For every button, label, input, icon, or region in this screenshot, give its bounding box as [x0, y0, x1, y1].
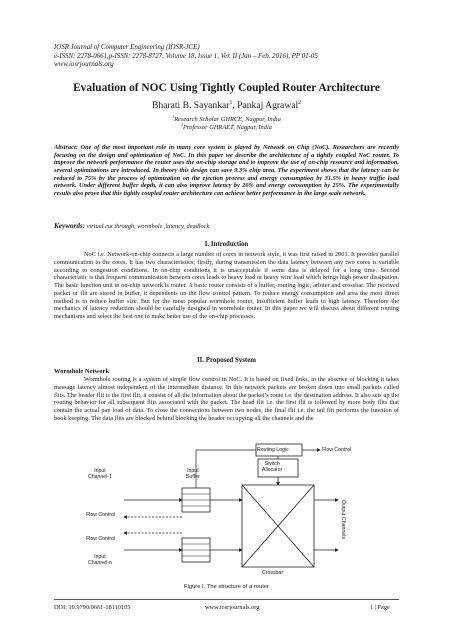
journal-issn: e-ISSN: 2278-0661,p-ISSN: 2278-8727, Volume 18, Issue 1, Ver. II (Jan – Feb. 2016), PP 01-05 [54, 52, 318, 60]
affiliation-2-text: Professor GHRAET, Nagpur, India [182, 124, 272, 131]
section-heading-proposed-system: II. Proposed System [196, 357, 257, 364]
introduction-paragraph: NoC i.e. Network-on-chip connects a large number of cores in network style, it was first raised in 2001. It provides parallel communication to the cores. It has two characteristics; firstly, during transmission the data latency between any two cores is variable according to congestion conditions. In on-chip conditions it is unacceptable if some data is delayed for a long time. Second characteristic is that frequent communication between cores leads to heavy load or heavy wire load which brings high power dissipation. The basic function unit in on-chip network is router. A basic router consists of a buffer, routing logic, arbiter and crossbar. The received packet or flit are stored in buffer, it dependents on the flow control pattern. To reduce energy consumption and area the most direct method is to reduce buffer size. But for the most popular wormhole router, insufficient buffer leads to high latency. Therefore the mechanics of latency reduction should be carefully designed in wormhole router. In this paper we will discuss about different routing mechanisms and select the best one to make better use of the on-chip processes. [54, 251, 399, 320]
author-1-affil-mark: 1 [229, 99, 233, 106]
affiliation-1-text: Research Scholar GHRCE, Nagpur, India [174, 116, 281, 123]
output-channels-label: Output Channels [340, 500, 346, 539]
journal-header [54, 44, 404, 70]
keywords-label: Keywords: [54, 222, 86, 230]
abstract [54, 144, 399, 198]
router-structure-figure [82, 440, 382, 588]
input-buffer-label: Input Buffer [186, 468, 200, 480]
affiliation-1 [40, 116, 413, 123]
affiliation-2-mark: 2 [181, 122, 183, 127]
proposed-system-paragraph: Wormhole routing is a system of simple flow control in NoC. It is based on fixed links, in the absence of blocking it takes message latency almost independent of the intermediate distance. In this network packets are broken down into small packets called flits. The header flit is the first flit, it consist of all the information about the packet’s route i.e. the destination address. It also sets up the routing behavior for all subsequent flits associated with the packet. The head flit i.e. the first flit is followed by more body flits that contain the actual pay load of data. To close the connections between two nodes, the final flit i.e. the tail flit performs the function of book keeping. The data flits are blocked behind blocking the header occupying all the channels and the [54, 376, 399, 422]
keywords [54, 222, 399, 231]
flow-control-low-label: Flow Control [86, 536, 116, 542]
footer-doi: DOI: 10.9790/0661-18110105 [54, 604, 131, 611]
author-2: Pankaj Agrawal [237, 100, 299, 111]
affiliation-1-mark: 1 [172, 114, 175, 119]
keywords-text: virtual cut through, wormhole ,latency, deadlock [85, 223, 210, 230]
author-1: Bharati B. Sayankar [151, 100, 230, 111]
subheading-wormhole-network: Wormhole Network [54, 368, 110, 375]
input-channel-n-label: Input Channel-n [88, 554, 112, 566]
abstract-label: Abstract: [54, 144, 78, 151]
paper-title: Evaluation of NOC Using Tightly Coupled Router Architecture [73, 82, 380, 94]
crossbar-label: Crossbar [262, 570, 284, 576]
switch-allocator-label: Switch Allocator [262, 461, 283, 473]
abstract-text: One of the most important role in many core system is played by Network on Chip (NoC). Researchers are recently focusing on the design and optimization of NoC. In this paper we describe the architecture of a tightly coupled NoC router. To improve the network performance the router uses the on-chip storage and to improve the use of on-chip resource and information, several optimizations are introduced. In theory this design can save 9.3% chip area. The experiment shows that the latency can be reduced to 75% by the process of optimization on the ejection process and energy consumption by 31.5% in heavy traffic load network. Under different buffer depth, it can also improve latency by 20% and energy consumption by 25%. The experimentally results also prove that this tightly coupled router architecture can achieve better performance in the large scale network. [54, 144, 399, 197]
affiliation-2 [40, 124, 413, 131]
author-2-affil-mark: 2 [298, 99, 302, 106]
section-heading-introduction: I. Introduction [204, 241, 249, 248]
footer-website[interactable]: www.iosrjournals.org [205, 604, 260, 611]
journal-website[interactable]: www.iosrjournals.org [54, 61, 114, 69]
routing-logic-label: Routing Logic [257, 447, 289, 453]
author-separator: , [232, 100, 238, 111]
flow-control-mid-label: Flow Control [86, 512, 116, 518]
footer-divider [54, 599, 399, 600]
author-list [40, 100, 413, 111]
router-diagram [82, 440, 382, 588]
input-channel-1-label: Input Channel-1 [88, 468, 112, 480]
buffer-to-routing-link [196, 450, 256, 488]
journal-name: IOSR Journal of Computer Engineering (IOSR-JCE) [54, 44, 200, 51]
flow-control-top-label: Flow Control [322, 447, 352, 453]
footer-page-number: 1 | Page [370, 604, 390, 611]
figure-caption: Figure I. The structure of a router [184, 584, 269, 590]
